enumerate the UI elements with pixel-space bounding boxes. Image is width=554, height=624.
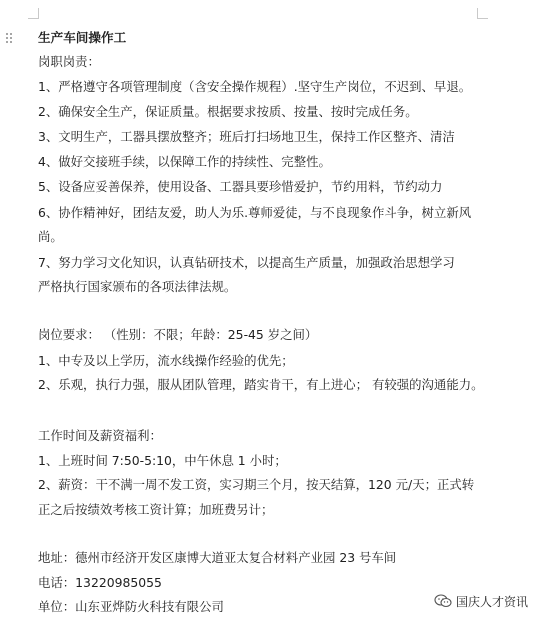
drag-handle-icon[interactable] xyxy=(6,33,14,45)
benefit-line: 2、薪资：干不满一周不发工资，实习期三个月，按天结算，120 元/天；正式转 xyxy=(38,477,475,492)
benefits-heading: 工作时间及薪资福利： xyxy=(38,428,162,443)
duties-heading: 岗职岗责： xyxy=(38,54,100,69)
phone-line: 电话：13220985055 xyxy=(38,575,162,590)
page-corner-mark-right xyxy=(477,8,488,19)
duty-line: 严格执行国家颁布的各项法律法规。 xyxy=(38,279,237,294)
benefit-line: 1、上班时间 7:50-5:10，中午休息 1 小时； xyxy=(38,453,287,468)
duty-line: 5、设备应妥善保养，使用设备、工器具要珍惜爱护，节约用料，节约动力 xyxy=(38,179,443,194)
duty-line: 尚。 xyxy=(38,229,63,244)
duty-line: 7、努力学习文化知识，认真钻研技术，以提高生产质量，加强政治思想学习 xyxy=(38,255,455,270)
requirement-line: 2、乐观，执行力强，服从团队管理，踏实肯干，有上进心； 有较强的沟通能力。 xyxy=(38,377,484,392)
duty-line: 2、确保安全生产，保证质量。根据要求按质、按量、按时完成任务。 xyxy=(38,104,418,119)
duty-line: 1、严格遵守各项管理制度（含安全操作规程）.坚守生产岗位，不迟到、早退。 xyxy=(38,79,472,94)
requirement-line: 1、中专及以上学历，流水线操作经验的优先； xyxy=(38,353,294,368)
watermark xyxy=(434,592,528,610)
benefit-line: 正之后按绩效考核工资计算；加班费另计； xyxy=(38,502,274,517)
address-line: 地址：德州市经济开发区康博大道亚太复合材料产业园 23 号车间 xyxy=(38,550,397,565)
duty-line: 4、做好交接班手续，以保障工作的持续性、完整性。 xyxy=(38,154,331,169)
document-title: 生产车间操作工 xyxy=(38,30,127,45)
requirements-heading: 岗位要求： （性别：不限；年龄：25-45 岁之间） xyxy=(38,327,318,342)
duty-line: 3、文明生产，工器具摆放整齐；班后打扫场地卫生，保持工作区整齐、清洁 xyxy=(38,129,455,144)
wechat-icon xyxy=(434,594,452,608)
duty-line: 6、协作精神好，团结友爱，助人为乐.尊师爱徒，与不良现象作斗争，树立新风 xyxy=(38,205,472,220)
watermark-label: 国庆人才资讯 xyxy=(456,594,529,609)
page-corner-mark-left xyxy=(28,8,39,19)
company-line: 单位：山东亚烨防火科技有限公司 xyxy=(38,599,224,614)
